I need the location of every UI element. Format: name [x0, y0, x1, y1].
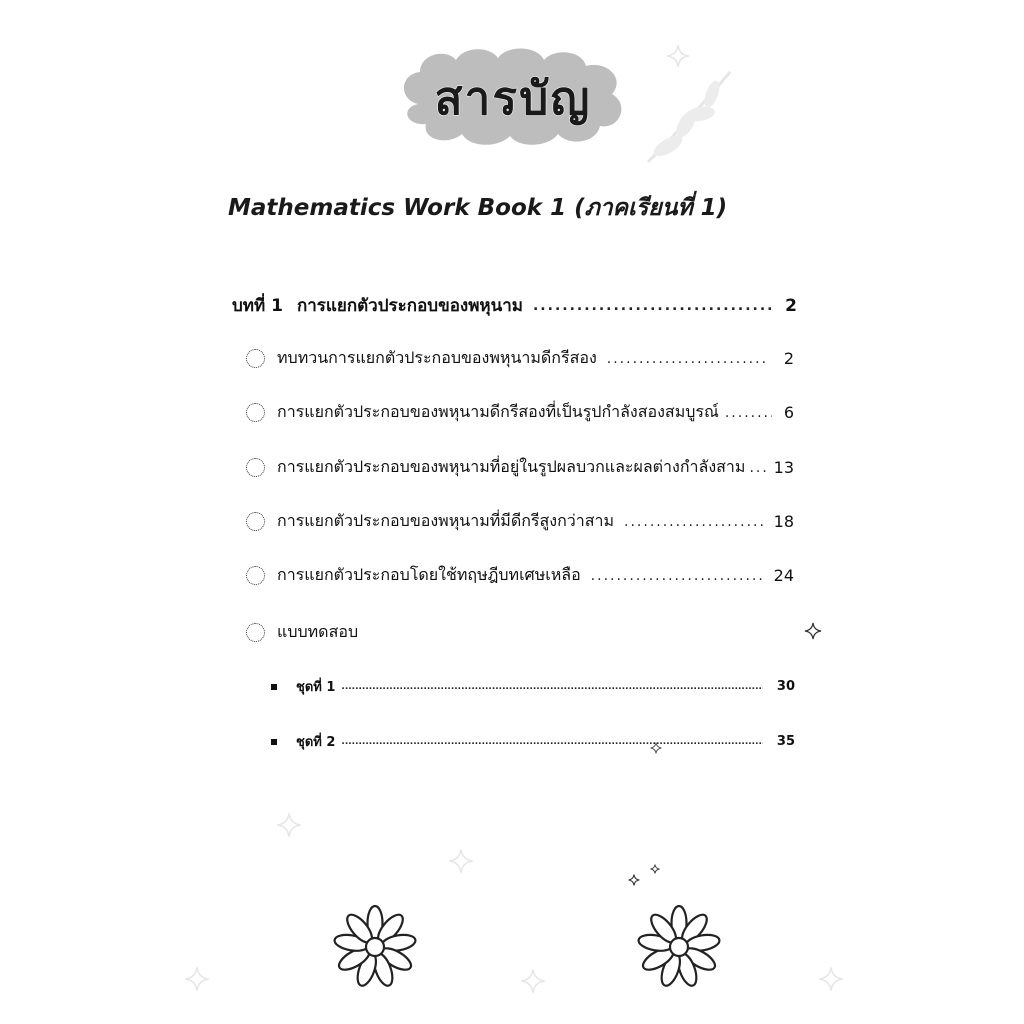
- toc-subitem-page: 35: [776, 734, 795, 749]
- sparkle-icon: [448, 848, 474, 874]
- dotted-circle-bullet-icon: [246, 623, 265, 642]
- toc-item-test[interactable]: [246, 620, 794, 645]
- flower-icon: [332, 904, 418, 990]
- toc-item-label: การแยกตัวประกอบโดยใช้ทฤษฎีบทเศษเหลือ: [277, 565, 581, 584]
- flower-icon: [636, 904, 722, 990]
- square-bullet-icon: [271, 684, 277, 690]
- leaf-branch-icon: [638, 62, 738, 172]
- dot-leader: [725, 405, 772, 421]
- dotted-circle-bullet-icon: [246, 458, 265, 477]
- toc-subitem[interactable]: [271, 676, 795, 697]
- toc-item-page: 6: [783, 403, 794, 422]
- toc-item-label: การแยกตัวประกอบของพหุนามที่มีดีกรีสูงกว่าสาม: [277, 511, 615, 530]
- toc-item[interactable]: [246, 400, 794, 425]
- toc-item-label: ทบทวนการแยกตัวประกอบของพหุนามดีกรีสอง: [277, 348, 597, 367]
- sparkle-icon: [818, 966, 844, 992]
- dotted-circle-bullet-icon: [246, 512, 265, 531]
- sparkle-icon: [184, 966, 210, 992]
- dot-leader: [591, 568, 764, 584]
- toc-subitem-label: ชุดที่ 2: [296, 735, 336, 750]
- toc-item-label: การแยกตัวประกอบของพหุนามที่อยู่ในรูปผลบวกและผลต่างกำลังสาม: [277, 457, 746, 476]
- dotted-circle-bullet-icon: [246, 403, 265, 422]
- toc-subitem[interactable]: [271, 731, 795, 752]
- sparkle-icon: [520, 968, 546, 994]
- square-bullet-icon: [271, 739, 277, 745]
- toc-item[interactable]: [246, 455, 794, 480]
- sparkle-icon: [650, 864, 660, 874]
- toc-item-page: 24: [773, 566, 794, 585]
- dot-leader: [341, 737, 763, 747]
- toc-item[interactable]: [246, 509, 794, 534]
- toc-item-page: 2: [783, 349, 794, 368]
- sparkle-icon: [276, 812, 302, 838]
- dot-leader: [624, 514, 764, 530]
- chapter-number: บทที่ 1: [232, 296, 283, 316]
- toc-item-page: 13: [773, 458, 794, 477]
- toc-chapter-row[interactable]: [232, 292, 797, 319]
- dotted-circle-bullet-icon: [246, 566, 265, 585]
- dot-leader: [341, 682, 763, 692]
- toc-item-label: แบบทดสอบ: [277, 622, 359, 641]
- page-title: สารบัญ: [434, 71, 592, 125]
- toc-subitem-page: 30: [776, 679, 795, 694]
- dot-leader: [749, 460, 769, 476]
- sparkle-icon: [666, 44, 690, 68]
- dot-leader: [607, 351, 768, 367]
- toc-item[interactable]: [246, 563, 794, 588]
- toc-item[interactable]: [246, 346, 794, 371]
- chapter-page-number: 2: [785, 295, 797, 316]
- sparkle-icon: [628, 874, 640, 886]
- toc-item-label: การแยกตัวประกอบของพหุนามดีกรีสองที่เป็นรูปกำลังสองสมบูรณ์: [277, 402, 719, 421]
- chapter-title: การแยกตัวประกอบของพหุนาม: [296, 296, 523, 316]
- toc-subitem-label: ชุดที่ 1: [296, 680, 336, 695]
- toc-item-page: 18: [773, 512, 794, 531]
- sparkle-icon: [804, 622, 822, 640]
- sparkle-icon: [650, 742, 662, 754]
- dotted-circle-bullet-icon: [246, 349, 265, 368]
- book-subtitle: Mathematics Work Book 1 (ภาคเรียนที่ 1): [228, 195, 728, 221]
- dot-leader: [533, 298, 771, 314]
